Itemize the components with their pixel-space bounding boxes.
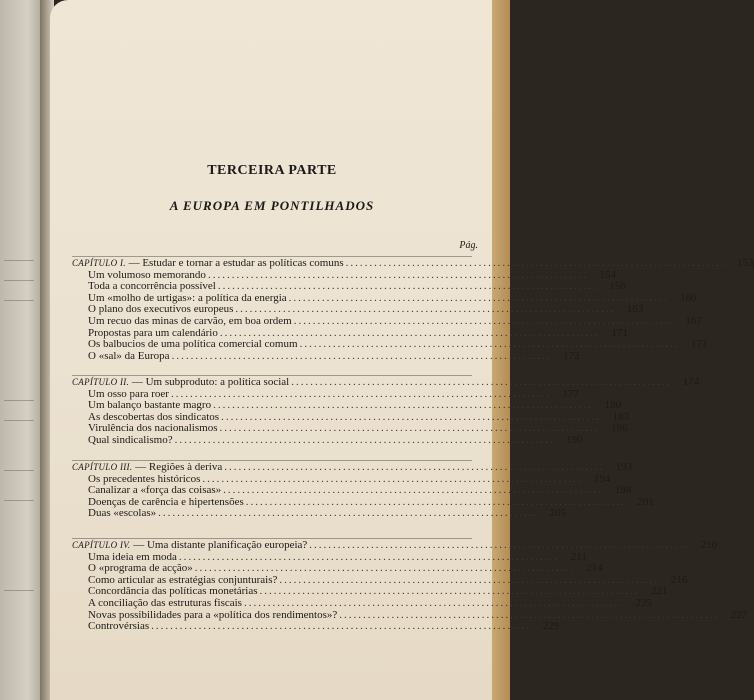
leader-dots: ................................................................................	[345, 257, 726, 269]
leader-dots: ................................................................................	[259, 585, 640, 598]
leader-dots: ................................................................................	[158, 507, 539, 520]
leader-dots: ................................................................................	[219, 326, 600, 339]
book-title: A EUROPA EM PONTILHADOS	[169, 198, 375, 213]
chapter-heading[interactable]	[72, 257, 754, 270]
toc-entry-title: Doenças de carência e hipertensões	[88, 495, 244, 508]
chapter-dash: —	[129, 376, 146, 388]
toc-entry-title: Um balanço bastante magro	[88, 399, 212, 412]
toc-entry-page-number: 198	[614, 484, 632, 497]
toc-entry-page-number: 221	[651, 585, 668, 598]
chapter-title: Uma distante planificação europeia?	[146, 539, 308, 551]
leader-dots: ................................................................................	[291, 376, 672, 388]
toc-entry-title: Os balbucios de uma política comercial comum	[88, 338, 298, 351]
leader-dots: ................................................................................	[171, 349, 552, 362]
toc-entry-title: Um recuo das minas de carvão, em boa ordem	[88, 314, 292, 327]
leader-dots: ................................................................................	[219, 422, 600, 435]
toc-entry-title: Canalizar a «força das coisas»	[88, 484, 222, 497]
chapter-page-number: 193	[615, 461, 633, 473]
toc-entry-page-number: 216	[670, 573, 688, 586]
toc-entry-title: Toda a concorrência possível	[88, 280, 216, 293]
toc-entry-title: Um osso para roer	[88, 387, 169, 400]
toc-entry[interactable]	[72, 314, 702, 328]
toc-entry-page-number: 227	[730, 608, 748, 621]
chapter-title: Um subproduto: a política social	[145, 376, 290, 388]
chapter-page-number: 174	[682, 376, 700, 388]
chapter-label: CAPÍTULO I.	[72, 258, 126, 268]
leader-dots: ................................................................................	[221, 410, 602, 423]
chapter-4	[72, 538, 748, 633]
toc-entry-page-number: 167	[685, 314, 702, 327]
leader-dots: ................................................................................	[293, 314, 674, 327]
toc-entry-title: O «programa de acção»	[88, 562, 193, 575]
leader-dots: ................................................................................	[194, 562, 575, 575]
toc-entry-page-number: 211	[570, 550, 587, 563]
table-of-contents	[72, 0, 754, 700]
toc-entry-page-number: 186	[610, 422, 628, 435]
chapter-2	[72, 375, 700, 447]
leader-dots: ................................................................................	[309, 539, 690, 551]
toc-entry-title: Novas possibilidades para a «política dos rendimentos»?	[88, 608, 338, 621]
leader-dots: ................................................................................	[174, 433, 555, 446]
toc-entry-title: O plano dos executivos europeus	[88, 303, 234, 316]
toc-entry-title: Controvérsias	[88, 620, 150, 633]
toc-entry[interactable]	[72, 349, 580, 363]
toc-entry-title: Os precedentes históricos	[88, 472, 201, 485]
page-column-label: Pág.	[459, 240, 478, 251]
leader-dots: ................................................................................	[213, 399, 594, 412]
leader-dots: ................................................................................	[170, 387, 551, 400]
leader-dots: ................................................................................	[217, 280, 598, 293]
toc-entry[interactable]	[72, 620, 560, 633]
chapter-divider	[72, 256, 472, 257]
toc-entry-title: Uma ideia em moda	[88, 550, 177, 563]
chapter-dash: —	[132, 461, 149, 473]
book-page	[50, 0, 754, 700]
chapter-label: CAPÍTULO II.	[72, 377, 130, 387]
chapter-1	[72, 256, 754, 362]
toc-entry-page-number: 171	[611, 326, 628, 339]
chapter-page-number: 210	[700, 539, 718, 551]
chapter-label: CAPÍTULO III.	[72, 462, 133, 472]
toc-entry-page-number: 160	[680, 291, 697, 304]
toc-entry[interactable]	[72, 596, 652, 610]
toc-entry-title: Qual sindicalismo?	[88, 433, 173, 446]
toc-entry-title: O «sal» da Europa	[88, 349, 170, 362]
leader-dots: ................................................................................	[207, 268, 588, 281]
toc-entry-page-number: 205	[549, 507, 567, 520]
toc-entry-page-number: 183	[612, 410, 630, 423]
toc-entry-page-number: 177	[562, 387, 579, 400]
leader-dots: ................................................................................	[202, 472, 583, 485]
leader-dots: ................................................................................	[224, 461, 605, 473]
toc-entry-title: A conciliação das estruturas fiscais	[88, 596, 242, 609]
chapter-divider	[72, 375, 472, 376]
toc-entry-page-number: 171	[691, 338, 708, 351]
chapter-dash: —	[125, 257, 143, 269]
toc-entry-page-number: 194	[593, 472, 611, 485]
toc-entry-page-number: 156	[609, 280, 626, 293]
chapter-divider	[72, 460, 472, 461]
toc-entry[interactable]	[72, 433, 583, 447]
chapter-page-number: 153	[737, 257, 754, 269]
toc-entry-title: As descobertas dos sindicatos	[88, 410, 220, 423]
toc-entry-page-number: 190	[566, 433, 583, 446]
chapter-heading[interactable]	[72, 376, 700, 389]
toc-entry-page-number: 180	[604, 399, 622, 412]
leader-dots: ................................................................................	[223, 484, 604, 497]
chapter-dash: —	[130, 539, 147, 551]
chapter-title: Regiões à deriva	[148, 461, 223, 473]
chapter-label: CAPÍTULO IV.	[72, 540, 131, 550]
leader-dots: ................................................................................	[178, 550, 559, 563]
toc-entry-page-number: 154	[599, 268, 616, 281]
toc-entry-title: Um «molho de urtigas»: a política da energia	[88, 291, 287, 304]
toc-entry-page-number: 201	[637, 495, 654, 508]
leader-dots: ................................................................................	[243, 596, 624, 609]
leader-dots: ................................................................................	[288, 291, 669, 304]
toc-entry-page-number: 214	[586, 562, 603, 575]
toc-entry-title: Duas «escolas»	[88, 507, 157, 520]
chapter-3	[72, 460, 654, 520]
toc-entry-title: Propostas para um calendário	[88, 326, 218, 339]
toc-entry-page-number: 229	[542, 620, 560, 633]
leader-dots: ................................................................................	[279, 573, 660, 586]
chapter-heading[interactable]	[72, 539, 718, 552]
leader-dots: ................................................................................	[151, 620, 532, 633]
leader-dots: ................................................................................	[235, 303, 616, 316]
toc-entry-title: Um volumoso memorando	[88, 268, 206, 281]
toc-entry-page-number: 172	[563, 349, 580, 362]
chapter-divider	[72, 538, 472, 539]
leader-dots: ................................................................................	[339, 608, 720, 621]
leader-dots: ................................................................................	[299, 338, 680, 351]
chapter-heading[interactable]	[72, 461, 633, 474]
toc-entry-page-number: 163	[626, 303, 644, 316]
toc-entry-title: Virulência dos nacionalismos	[88, 422, 218, 435]
chapter-title: Estudar e tornar a estudar as políticas comuns	[142, 257, 344, 269]
toc-entry-title: Como articular as estratégias conjunturais?	[88, 573, 278, 586]
toc-entry-page-number: 225	[635, 596, 652, 609]
toc-entry-title: Concordância das políticas monetárias	[88, 585, 258, 598]
toc-entry[interactable]	[72, 338, 708, 351]
leader-dots: ................................................................................	[245, 495, 626, 508]
part-title: TERCEIRA PARTE	[207, 163, 337, 178]
toc-entry[interactable]	[72, 507, 567, 520]
